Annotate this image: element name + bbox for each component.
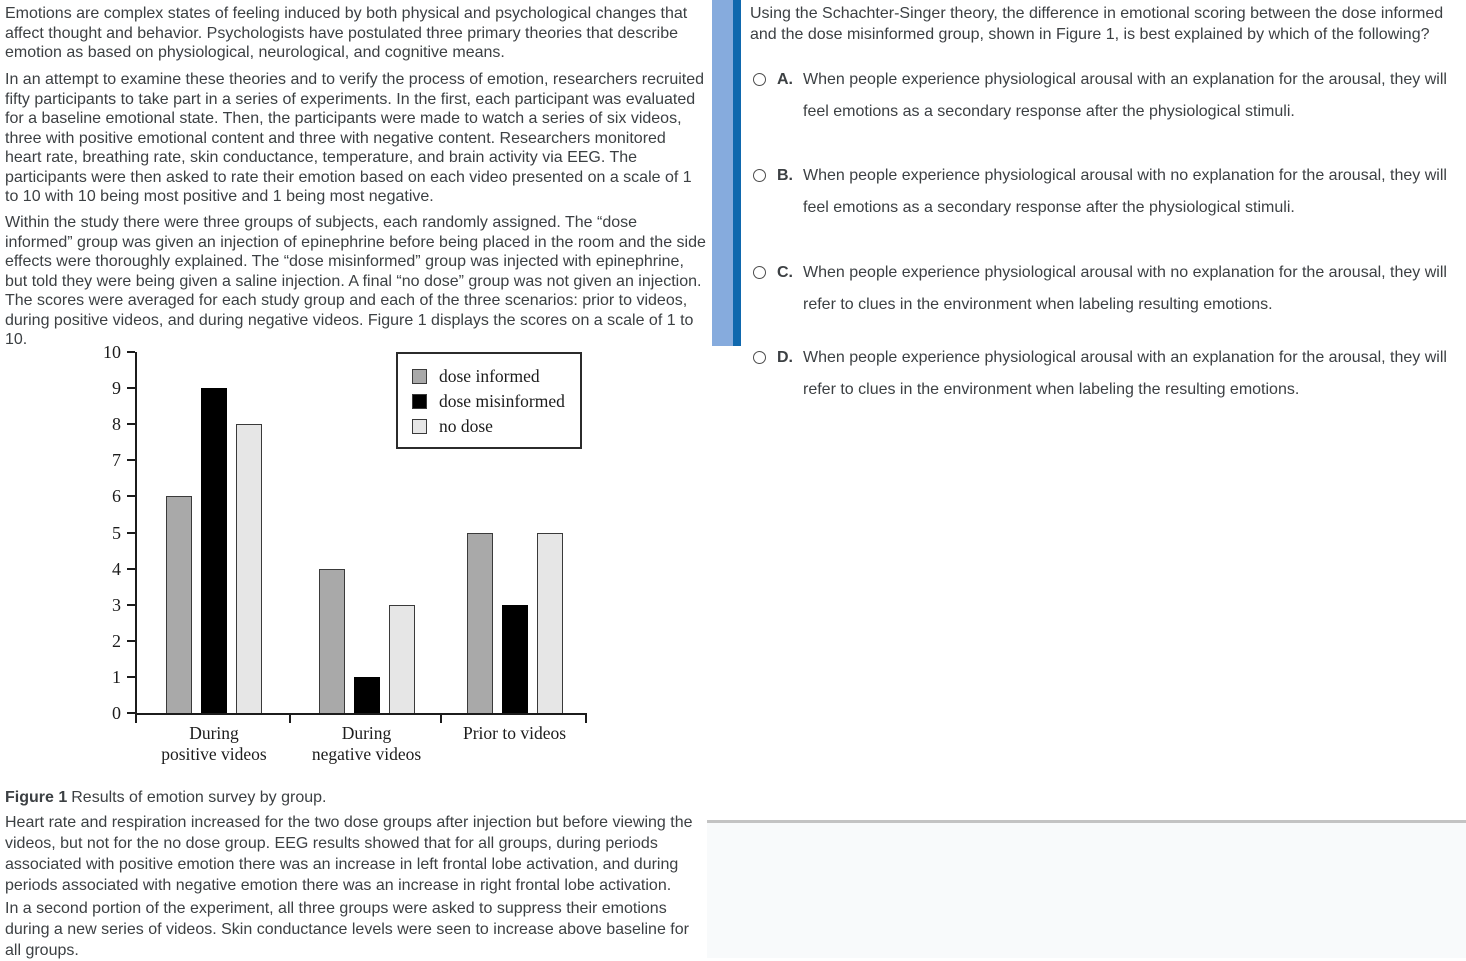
legend-label: dose misinformed	[439, 391, 565, 411]
category-label: During positive videos	[161, 723, 267, 764]
radio-button-d[interactable]	[753, 351, 766, 364]
bar-dose-informed-Prior-to-videos	[467, 533, 493, 714]
radio-button-c[interactable]	[753, 266, 766, 279]
category-label: During negative videos	[311, 723, 422, 764]
passage-paragraph-4: Heart rate and respiration increased for the two dose groups after injection but before viewing the videos, but not for the no dose group. EEG results showed that for all groups, during periods associated with positive emotion there was an increase in left frontal lobe activation, and during periods associated with negative emotion there was an increase in right frontal lobe activation.	[5, 814, 693, 894]
y-tick-label: 5	[112, 522, 121, 543]
legend-swatch	[412, 419, 427, 434]
y-tick-label: 8	[112, 414, 121, 435]
x-axis	[135, 713, 587, 715]
bar-dose-misinformed-During-positive-videos	[201, 388, 227, 713]
category-label: Prior to videos	[462, 723, 567, 743]
figure-caption-label: Figure 1	[5, 789, 68, 806]
y-tick-label: 2	[112, 630, 121, 651]
x-tick	[135, 715, 137, 723]
passage-paragraph-2: In an attempt to examine these theories and to verify the process of emotion, researchers recruited fifty participants to take part in a series of experiments. In the first, each participant was evaluated for a baseline emotional state. Then, the participants were made to watch a series of six videos, three with positive emotional content and three with negative content. Researchers monitored heart rate, breathing rate, skin conductance, temperature, and brain activity via EEG. The participants were then asked to rate their emotion based on each video presented on a scale of 1 to 10 with 10 being most positive and 1 being most negative.	[5, 71, 705, 205]
y-tick-label: 7	[112, 450, 121, 471]
x-tick	[289, 715, 291, 723]
y-tick	[127, 532, 135, 534]
y-tick	[127, 387, 135, 389]
y-tick-label: 0	[112, 703, 121, 723]
legend-item	[412, 389, 580, 414]
passage-highlight-strip-light	[712, 0, 733, 346]
option-letter: C.	[777, 264, 793, 281]
y-tick-label: 3	[112, 594, 121, 615]
y-axis	[135, 352, 137, 715]
option-letter: B.	[777, 167, 793, 184]
bar-no-dose-During-negative-videos	[389, 605, 415, 713]
legend-label: no dose	[439, 416, 493, 436]
legend-label: dose informed	[439, 366, 540, 386]
x-tick	[585, 715, 587, 723]
bar-dose-informed-During-positive-videos	[166, 496, 192, 713]
figure-1-bar-chart	[103, 342, 587, 764]
answer-option-d[interactable]	[750, 342, 1464, 406]
bar-no-dose-During-positive-videos	[236, 424, 262, 713]
legend-item	[412, 414, 580, 439]
answer-option-b[interactable]	[750, 160, 1464, 224]
bar-no-dose-Prior-to-videos	[537, 533, 563, 714]
figure-caption-text: Results of emotion survey by group.	[71, 789, 327, 806]
y-tick	[127, 640, 135, 642]
y-tick	[127, 423, 135, 425]
bar-dose-misinformed-During-negative-videos	[354, 677, 380, 713]
y-tick-label: 4	[112, 558, 121, 579]
x-tick	[440, 715, 442, 723]
passage-paragraph-3: Within the study there were three groups of subjects, each randomly assigned. The “dose informed” group was given an injection of epinephrine before being placed in the room and the side effects were thoroughly explained. The “dose misinformed” group was injected with epinephrine, but told they were being given a saline injection. A final “no dose” group was not given an injection. The scores were averaged for each study group and each of the three scenarios: prior to videos, during positive videos, and during negative videos. Figure 1 displays the scores on a scale of 1 to 10.	[5, 214, 706, 348]
y-tick-label: 6	[112, 486, 121, 507]
y-tick	[127, 351, 135, 353]
answer-option-a[interactable]	[750, 64, 1464, 128]
option-text: When people experience physiological arousal with no explanation for the arousal, they will refer to clues in the environment when labeling resulting emotions.	[803, 264, 1447, 313]
y-tick	[127, 676, 135, 678]
passage-highlight-strip-dark	[733, 0, 741, 346]
footer-panel	[707, 823, 1466, 958]
option-text: When people experience physiological arousal with an explanation for the arousal, they will feel emotions as a secondary response after the physiological stimuli.	[803, 71, 1447, 120]
option-text: When people experience physiological arousal with an explanation for the arousal, they will refer to clues in the environment when labeling the resulting emotions.	[803, 349, 1447, 398]
question-text: Using the Schachter-Singer theory, the difference in emotional scoring between the dose informed and the dose misinformed group, shown in Figure 1, is best explained by which of the following?	[750, 5, 1444, 44]
y-tick	[127, 712, 135, 714]
legend-item	[412, 364, 580, 389]
y-tick-label: 9	[112, 378, 121, 399]
option-letter: D.	[777, 349, 793, 366]
bar-dose-misinformed-Prior-to-videos	[502, 605, 528, 713]
passage-paragraph-5: In a second portion of the experiment, all three groups were asked to suppress their emotions during a new series of videos. Skin conductance levels were seen to increase above baseline for all groups.	[5, 900, 689, 959]
legend-swatch	[412, 369, 427, 384]
figure-caption	[5, 789, 326, 807]
y-tick	[127, 459, 135, 461]
chart-legend	[396, 352, 582, 449]
y-tick-label: 10	[103, 342, 121, 362]
bar-dose-informed-During-negative-videos	[319, 569, 345, 713]
option-letter: A.	[777, 71, 793, 88]
passage-paragraph-1: Emotions are complex states of feeling induced by both physical and psychological changes that affect thought and behavior. Psychologists have postulated three primary theories that describe emotion as based on physiological, neurological, and cognitive means.	[5, 5, 688, 61]
y-tick	[127, 604, 135, 606]
option-text: When people experience physiological arousal with no explanation for the arousal, they will feel emotions as a secondary response after the physiological stimuli.	[803, 167, 1447, 216]
radio-button-a[interactable]	[753, 73, 766, 86]
y-tick-label: 1	[112, 666, 121, 687]
y-tick	[127, 568, 135, 570]
radio-button-b[interactable]	[753, 169, 766, 182]
answer-option-c[interactable]	[750, 257, 1464, 321]
legend-swatch	[412, 394, 427, 409]
y-tick	[127, 495, 135, 497]
